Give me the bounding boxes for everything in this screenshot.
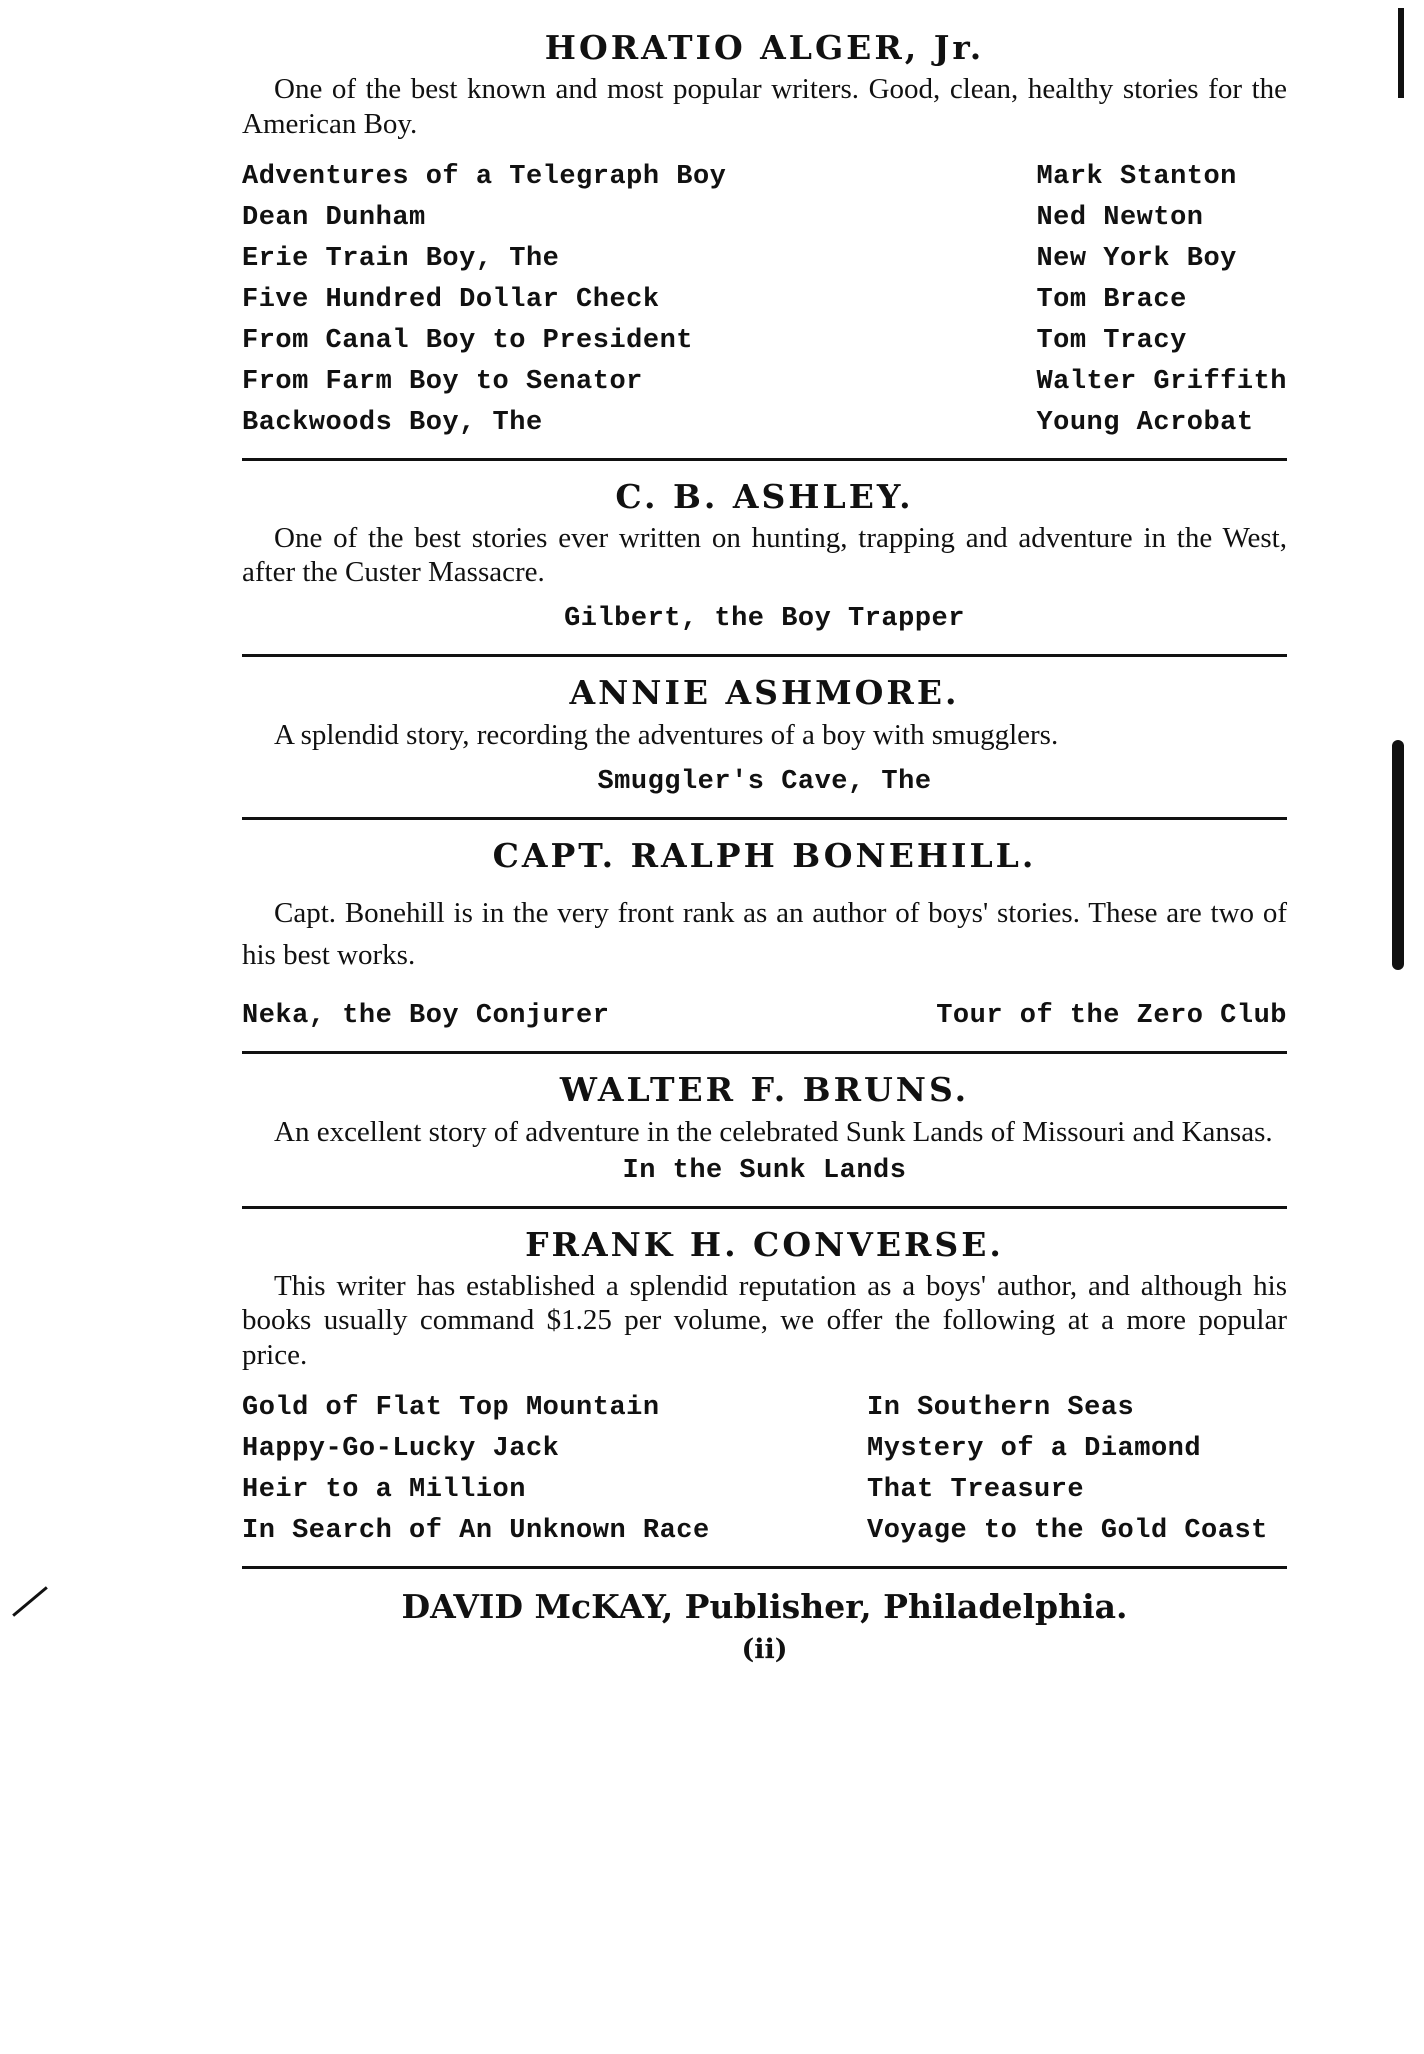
book-title: Heir to a Million [242,1474,526,1505]
book-title: Mystery of a Diamond [867,1433,1202,1464]
author-section-converse [242,1224,1287,1552]
author-section-bonehill [242,835,1287,1037]
book-title: Walter Griffith [1036,366,1287,397]
author-heading: WALTER F. BRUNS. [559,1070,970,1110]
author-heading: HORATIO ALGER, Jr. [544,28,985,67]
book-title: Mark Stanton [1036,161,1237,192]
book-title: Erie Train Boy, The [242,243,560,274]
page-number: (ii) [741,1633,788,1665]
author-description: One of the best stories ever written on hunting, trapping and adventure in the West, after the Custer Massacre. [242,522,1287,589]
book-title: Happy-Go-Lucky Jack [242,1433,560,1464]
book-title: Backwoods Boy, The [242,407,543,438]
author-description: One of the best known and most popular writers. Good, clean, healthy stories for the American Boy. [242,73,1287,140]
author-description: This writer has established a splendid reputation as a boys' author, and although his books usually command $1.25 per volume, we offer the following at a more popular price. [242,1270,1287,1371]
title-column-right [867,1388,1287,1552]
title-list [242,1388,1287,1552]
author-heading: C. B. ASHLEY. [615,476,914,516]
author-section-alger [242,30,1287,444]
book-title: Neka, the Boy Conjurer [242,1001,610,1032]
section-divider [242,1206,1287,1209]
book-title: In the Sunk Lands [622,1155,907,1186]
book-title: Tom Brace [1036,284,1187,315]
book-title: Smuggler's Cave, The [597,766,932,797]
book-title: That Treasure [867,1474,1085,1505]
scan-mark [1392,740,1404,970]
book-title: New York Boy [1036,243,1237,274]
section-divider [242,654,1287,657]
title-column-left [242,1388,710,1552]
scan-mark [1398,8,1404,98]
author-description: Capt. Bonehill is in the very front rank as an author of boys' stories. These are two of his best works. [242,897,1287,972]
publisher-imprint: DAVID McKAY, Publisher, Philadelphia. [401,1586,1128,1626]
catalog-page [242,30,1287,1665]
author-description: An excellent story of adventure in the celebrated Sunk Lands of Missouri and Kansas. [274,1115,1273,1148]
section-divider [242,1051,1287,1054]
book-title: From Canal Boy to President [242,325,693,356]
book-title: Adventures of a Telegraph Boy [242,161,727,192]
section-divider [242,458,1287,461]
book-title: From Farm Boy to Senator [242,366,643,397]
author-section-bruns [242,1072,1287,1192]
author-heading: ANNIE ASHMORE. [569,673,960,713]
section-divider [242,817,1287,820]
book-title: Five Hundred Dollar Check [242,284,660,315]
book-title: Tour of the Zero Club [936,1001,1287,1032]
book-title: In Southern Seas [867,1392,1135,1423]
book-title: Young Acrobat [1036,407,1254,438]
author-heading: FRANK H. CONVERSE. [525,1224,1004,1264]
author-heading: CAPT. RALPH BONEHILL. [492,835,1037,875]
book-title: Dean Dunham [242,202,426,233]
author-section-ashmore [242,675,1287,803]
section-divider [242,1566,1287,1569]
book-title: Ned Newton [1036,202,1204,233]
book-title: In Search of An Unknown Race [242,1515,710,1546]
title-list [242,157,1287,444]
scan-mark [12,1586,48,1617]
author-section-ashley [242,476,1287,641]
title-list [242,996,1287,1037]
title-column-left [242,157,726,444]
title-column-right [1036,157,1287,444]
book-title: Voyage to the Gold Coast [867,1515,1268,1546]
book-title: Gold of Flat Top Mountain [242,1392,660,1423]
book-title: Tom Tracy [1036,325,1187,356]
author-description: A splendid story, recording the adventures of a boy with smugglers. [274,718,1059,751]
book-title: Gilbert, the Boy Trapper [564,604,965,635]
